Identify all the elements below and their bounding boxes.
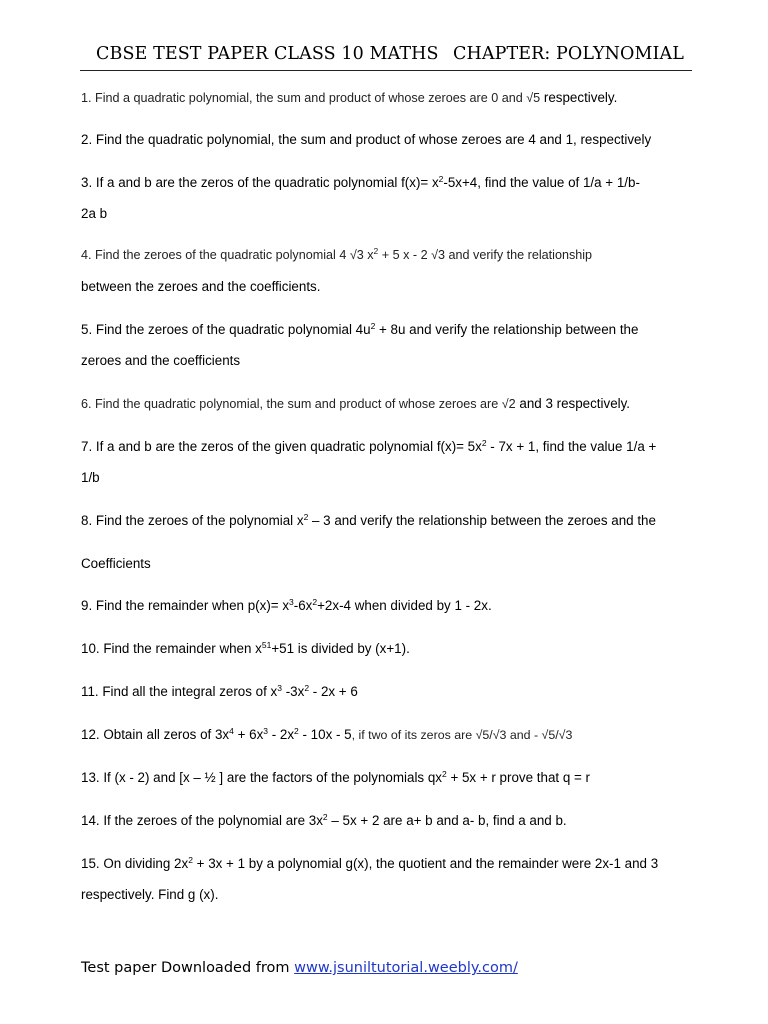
question-11: 11. Find all the integral zeros of $x^3$ $-3x^2 - 2x + 6$ <box>81 683 358 699</box>
question-15: 15. On dividing $2x^2 + 3x + 1$ by a polynomial g(x), the quotient and the remainder were 2x-1 and 3 <box>81 855 659 871</box>
question-5-continued: zeroes and the coefficients <box>81 353 241 368</box>
page-footer <box>81 960 518 976</box>
question-9: 9. Find the remainder when $p(x)= x^3-6x^2+2x-4$ when divided by 1 - 2x. <box>81 597 492 613</box>
question-8: 8. Find the zeroes of the polynomial $x^2 - 3$ and verify the relationship between the zeroes and the <box>81 512 656 528</box>
question-7-continued: 1/b <box>81 470 100 485</box>
question-4-continued: between the zeroes and the coefficients. <box>81 279 321 294</box>
question-3-continued: 2a b <box>81 206 108 221</box>
question-7: 7. If a and b are the zeros of the given quadratic polynomial $f(x)= 5x^2 - 7x + 1$, find the value 1/a + <box>81 438 657 454</box>
chapter-title: CHAPTER: POLYNOMIAL <box>453 44 684 64</box>
question-8-continued: Coefficients <box>81 556 151 571</box>
question-12: 12. Obtain all zeros of $3x^4 + 6x^3 - 2x^2 - 10x - 5$, if two of its zeros are √5/√3 and - √5/√3 <box>81 726 573 742</box>
question-3: 3. If a and b are the zeros of the quadratic polynomial $f(x)= x^2-5x+4$, find the value of 1/a + 1/b- <box>81 174 640 190</box>
footer-text: Test paper Downloaded from <box>81 960 295 976</box>
page-header <box>80 44 690 70</box>
question-5: 5. Find the zeroes of the quadratic polynomial $4u^2 + 8u$ and verify the relationship between the <box>81 321 639 337</box>
question-1: 1. Find a quadratic polynomial, the sum and product of whose zeroes are 0 and √5 respectively. <box>81 90 618 105</box>
question-15-continued: respectively. Find g (x). <box>81 887 219 902</box>
question-13: 13. If (x - 2) and [x – ½ ] are the factors of the polynomials $qx^2 + 5x + r$ prove that q = r <box>81 769 591 785</box>
source-link[interactable]: www.jsuniltutorial.weebly.com/ <box>294 960 518 976</box>
question-2: 2. Find the quadratic polynomial, the sum and product of whose zeroes are 4 and 1, respectively <box>81 132 652 147</box>
question-14: 14. If the zeroes of the polynomial are $3x^2 - 5x + 2$ are a+ b and a- b, find a and b. <box>81 812 567 828</box>
question-10: 10. Find the remainder when $x^{51}+51$ is divided by (x+1). <box>81 640 410 656</box>
paper-title: CBSE TEST PAPER CLASS 10 MATHS <box>96 44 439 64</box>
question-4: 4. Find the zeroes of the quadratic polynomial 4 √3 $x^2 + 5$ x - 2 √3 and verify the relationship <box>81 246 593 262</box>
question-6: 6. Find the quadratic polynomial, the sum and product of whose zeroes are √2 and 3 respectively. <box>81 396 631 411</box>
header-divider <box>80 70 692 71</box>
